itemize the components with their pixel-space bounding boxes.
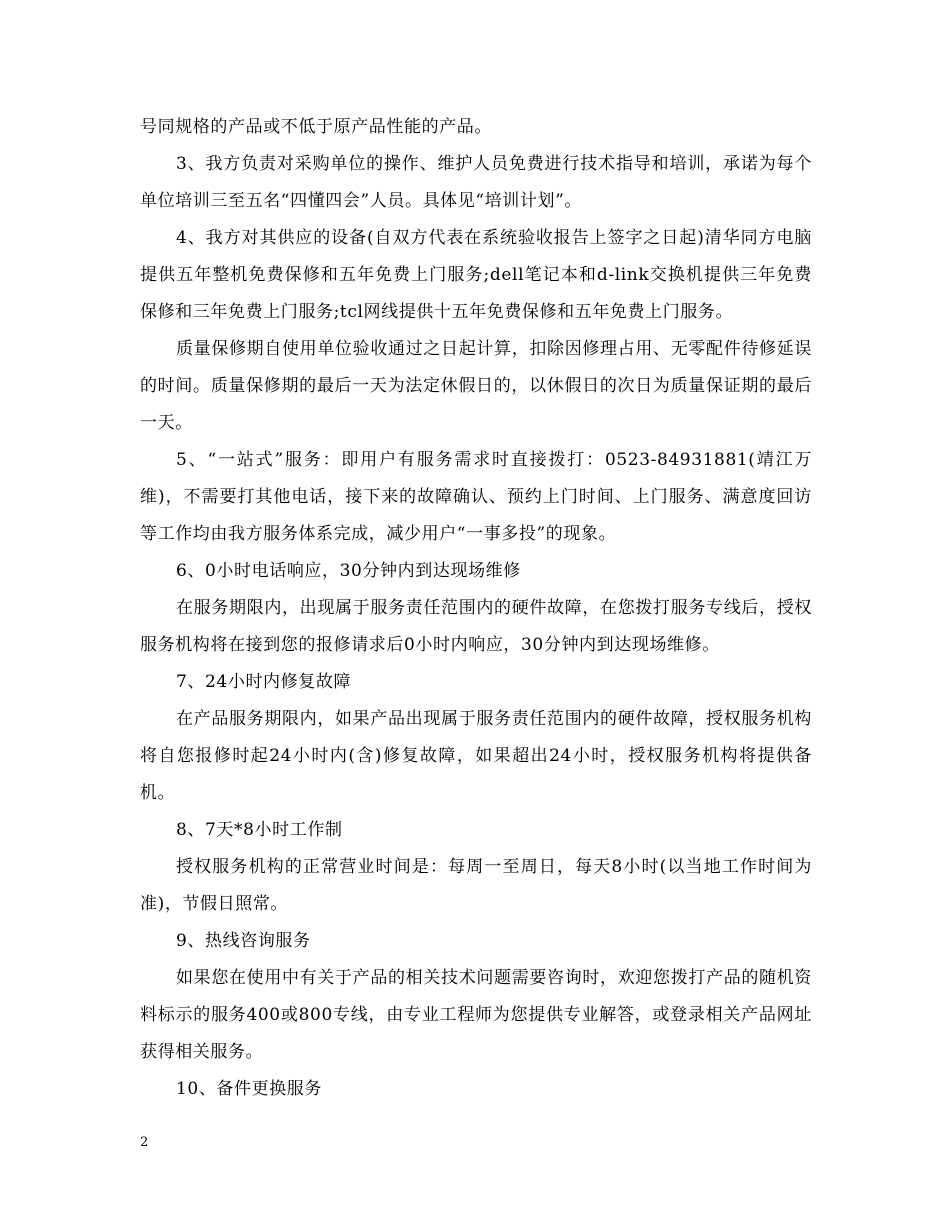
paragraph: 号同规格的产品或不低于原产品性能的产品。: [140, 117, 492, 137]
paragraph: 5、“一站式”服务：即用户有服务需求时直接拨打：0523-84931881(靖江万维)，不需要打其他电话，接下来的故障确认、预约上门时间、上门服务、满意度回访等工作均由我方服务体系完成，减少用户“一事多投”的现象。: [140, 450, 812, 544]
section-heading: 9、热线咨询服务: [176, 931, 311, 951]
section-heading: 8、7天*8小时工作制: [176, 820, 343, 840]
document-body: [140, 109, 812, 1108]
section-heading: 10、备件更换服务: [176, 1079, 323, 1099]
section-heading: 6、0小时电话响应，30分钟内到达现场维修: [176, 561, 521, 581]
paragraph: 4、我方对其供应的设备(自双方代表在系统验收报告上签字之日起)清华同方电脑提供五年整机免费保修和五年免费上门服务;dell笔记本和d-link交换机提供三年免费保修和三年免费上门服务;tcl网线提供十五年免费保修和五年免费上门服务。: [140, 228, 812, 322]
page-number: 2: [140, 1135, 149, 1150]
section-heading: 7、24小时内修复故障: [176, 672, 352, 692]
paragraph: 在服务期限内，出现属于服务责任范围内的硬件故障，在您拨打服务专线后，授权服务机构将在接到您的报修请求后0小时内响应，30分钟内到达现场维修。: [140, 598, 812, 655]
paragraph: 在产品服务期限内，如果产品出现属于服务责任范围内的硬件故障，授权服务机构将自您报修时起24小时内(含)修复故障，如果超出24小时，授权服务机构将提供备机。: [140, 709, 812, 803]
paragraph: 质量保修期自使用单位验收通过之日起计算，扣除因修理占用、无零配件待修延误的时间。质量保修期的最后一天为法定休假日的，以休假日的次日为质量保证期的最后一天。: [140, 339, 812, 433]
paragraph: 授权服务机构的正常营业时间是：每周一至周日，每天8小时(以当地工作时间为准)，节假日照常。: [140, 857, 812, 914]
paragraph: 3、我方负责对采购单位的操作、维护人员免费进行技术指导和培训，承诺为每个单位培训三至五名“四懂四会”人员。具体见“培训计划”。: [140, 154, 812, 211]
paragraph: 如果您在使用中有关于产品的相关技术问题需要咨询时，欢迎您拨打产品的随机资料标示的服务400或800专线，由专业工程师为您提供专业解答，或登录相关产品网址获得相关服务。: [140, 968, 812, 1062]
